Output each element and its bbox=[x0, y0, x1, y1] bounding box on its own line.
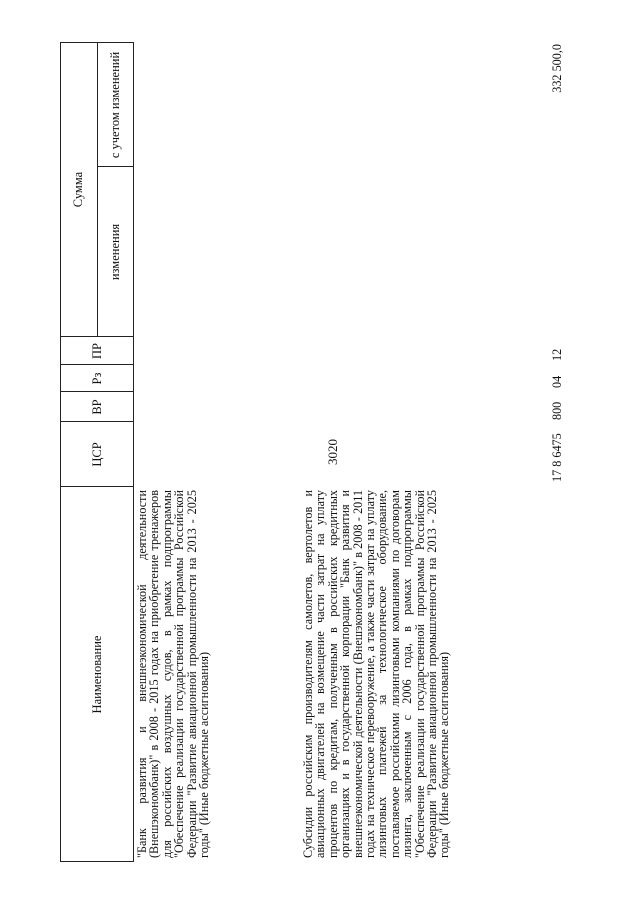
row-rz: 04 bbox=[550, 375, 564, 388]
row-name: "Банк развития и внешнеэкономической деятельности (Внешэкономбанк)" в 2008 - 2015 годах на приобретение тренажеров для российских воздушных судов, в рамках подпрограммы "Обеспечение реализации государственной программы Российской Федерации "Развитие авиационной промышленности на 2013 - 2025 годы" (Иные бюджетные ассигнования) bbox=[135, 490, 212, 858]
header-with-changes: с учетом изменений bbox=[108, 51, 122, 159]
row-pr: 12 bbox=[550, 348, 564, 361]
header-sum: Сумма bbox=[71, 171, 85, 208]
header-csr: ЦСР bbox=[89, 442, 104, 467]
header-name: Наименование bbox=[89, 635, 104, 714]
row-with-changes: 332 500,0 bbox=[550, 44, 564, 93]
row-name: Субсидии российским производителям самолетов, вертолетов и авиационных двигателей на возмещение части затрат на уплату процентов по кредитам, полученным в российских кредитных организациях и в государственной корпорации "Банк развития и внешнеэкономической деятельности (Внешэкономбанк)" в 2008 - 2011 годах на техническое перевооружение, а также части затрат на уплату лизинговых платежей за технологическое оборудование, поставляемое российскими лизинговыми компаниями по договорам лизинга, заключенным с 2006 года, в рамках подпрограммы "Обеспечение реализации государственной программы Российской Федерации "Развитие авиационной промышленности на 2013 - 2025 годы" (Иные бюджетные ассигнования) bbox=[301, 490, 452, 858]
table-body bbox=[134, 42, 580, 862]
table-row bbox=[302, 42, 572, 862]
header-rz: Рз bbox=[89, 372, 104, 385]
table-header bbox=[60, 42, 134, 862]
page-number: 3020 bbox=[325, 439, 340, 465]
table-row bbox=[136, 42, 296, 862]
budget-table bbox=[60, 42, 580, 862]
header-pr: ПР bbox=[89, 343, 104, 359]
header-vr: ВР bbox=[89, 399, 104, 415]
row-vr: 800 bbox=[550, 401, 564, 420]
row-csr: 17 8 6475 bbox=[550, 433, 564, 482]
header-changes: изменения bbox=[108, 223, 122, 281]
